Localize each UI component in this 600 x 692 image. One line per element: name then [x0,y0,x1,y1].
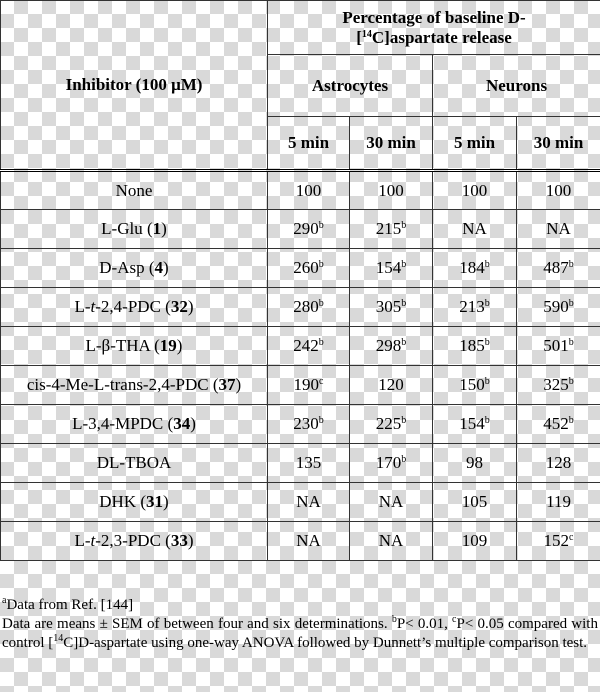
time-header: 5 min [433,117,517,171]
percentage-header: Percentage of baseline D- [$^{14}$C]aspartate release [268,1,600,55]
value-cell: 135 [268,444,350,483]
neurons-header: Neurons [433,55,600,117]
value-cell: 100 [517,171,600,210]
value-cell: NA [268,522,350,561]
value-cell: NA [350,522,433,561]
footnote-b: Data are means ± SEM of between four and six determinations. $^b$P< 0.01, $^c$P< 0.05 compared with control [$^{14}$C]D-aspartate using one-way ANOVA followed by Dunnett’s multiple comparison test. [2,614,598,651]
value-cell: 152$^c$ [517,522,600,561]
inhibitor-name: L-t-2,3-PDC (33) [1,522,268,561]
value-cell: NA [268,483,350,522]
table-row [1,249,600,288]
value-cell: 280$^b$ [268,288,350,327]
value-cell: 590$^b$ [517,288,600,327]
time-header: 5 min [268,117,350,171]
table-row [1,444,600,483]
inhibitor-name: L-3,4-MPDC (34) [1,405,268,444]
time-header: 30 min [517,117,600,171]
table-row [1,288,600,327]
table-row [1,210,600,249]
value-cell: 105 [433,483,517,522]
value-cell: 290$^b$ [268,210,350,249]
value-cell: 325$^b$ [517,366,600,405]
value-cell: 100 [350,171,433,210]
time-header: 30 min [350,117,433,171]
value-cell: NA [350,483,433,522]
value-cell: 215$^b$ [350,210,433,249]
value-cell: 119 [517,483,600,522]
table-row [1,171,600,210]
table-row [1,483,600,522]
value-cell: 170$^b$ [350,444,433,483]
value-cell: 100 [433,171,517,210]
inhibitor-name: DL-TBOA [1,444,268,483]
value-cell: 501$^b$ [517,327,600,366]
value-cell: 100 [268,171,350,210]
value-cell: 452$^b$ [517,405,600,444]
value-cell: 260$^b$ [268,249,350,288]
astrocytes-header: Astrocytes [268,55,433,117]
value-cell: 305$^b$ [350,288,433,327]
table-row [1,327,600,366]
value-cell: 230$^b$ [268,405,350,444]
value-cell: 185$^b$ [433,327,517,366]
table-row [1,405,600,444]
value-cell: 487$^b$ [517,249,600,288]
value-cell: 213$^b$ [433,288,517,327]
value-cell: 298$^b$ [350,327,433,366]
footnote-a: $^a$Data from Ref. [144] [2,595,134,613]
inhibitor-name: DHK (31) [1,483,268,522]
value-cell: 128 [517,444,600,483]
inhibitor-name: cis-4-Me-L-trans-2,4-PDC (37) [1,366,268,405]
value-cell: 242$^b$ [268,327,350,366]
value-cell: 184$^b$ [433,249,517,288]
value-cell: 154$^b$ [350,249,433,288]
inhibitor-name: L-t-2,4-PDC (32) [1,288,268,327]
footnotes [2,596,598,653]
inhibitor-header: Inhibitor (100 μM) [1,1,268,171]
inhibitor-name: None [1,171,268,210]
table-row [1,522,600,561]
value-cell: 154$^b$ [433,405,517,444]
inhibitor-name: L-β-THA (19) [1,327,268,366]
value-cell: NA [517,210,600,249]
value-cell: 109 [433,522,517,561]
value-cell: NA [433,210,517,249]
value-cell: 190$^c$ [268,366,350,405]
value-cell: 150$^b$ [433,366,517,405]
value-cell: 120 [350,366,433,405]
inhibitor-name: D-Asp (4) [1,249,268,288]
value-cell: 225$^b$ [350,405,433,444]
inhibitor-name: L-Glu (1) [1,210,268,249]
table-row [1,366,600,405]
value-cell: 98 [433,444,517,483]
